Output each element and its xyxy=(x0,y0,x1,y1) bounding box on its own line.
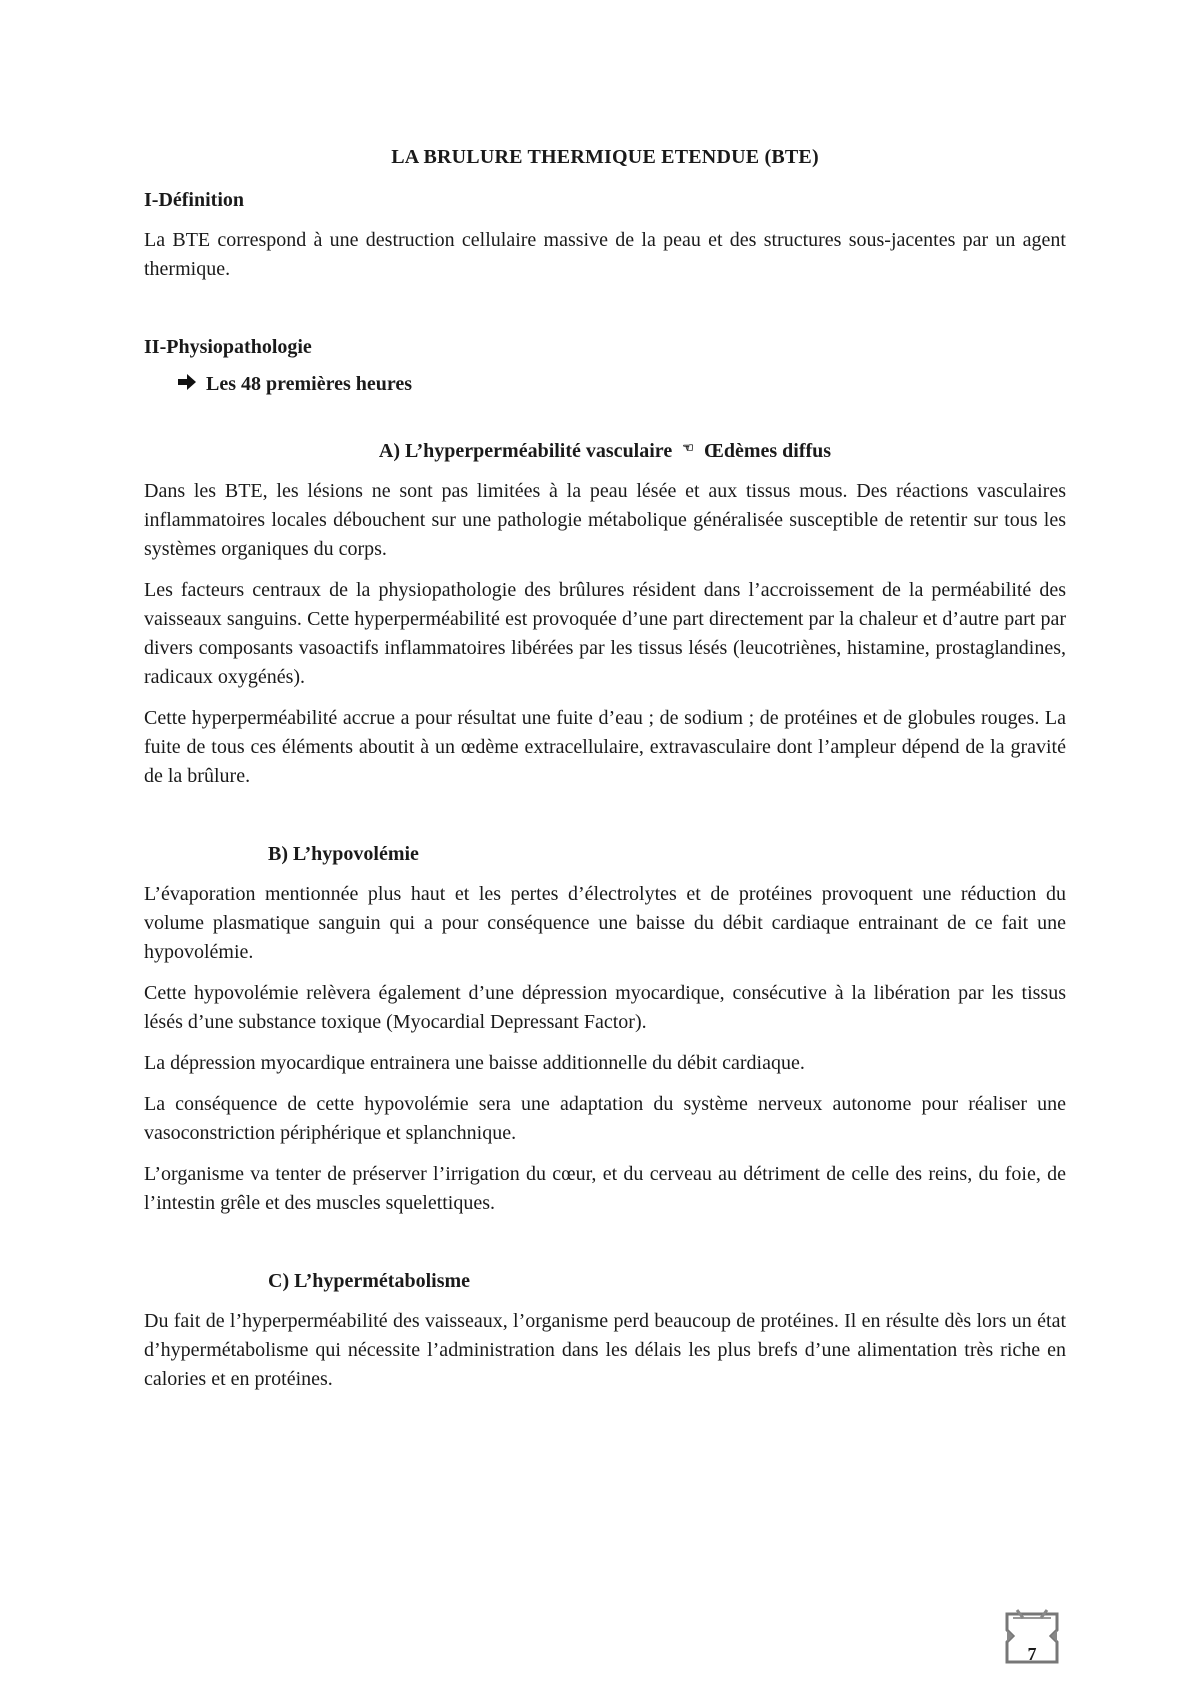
first-48-hours-label: Les 48 premières heures xyxy=(206,373,413,395)
page-number: 7 xyxy=(1027,1644,1037,1664)
subsection-a-title: A) L’hyperperméabilité vasculaire xyxy=(378,440,673,462)
subsection-b-paragraph-1: L’évaporation mentionnée plus haut et les pertes d’électrolytes et de protéines provoquent une réduction du volume plasmatique sanguin qui a pour conséquence une baisse du débit cardiaque entrainant de ce fait une hypovolémie. xyxy=(144,883,1066,963)
subsection-a-paragraph-1: Dans les BTE, les lésions ne sont pas limitées à la peau lésée et aux tissus mous. Des réactions vasculaires inflammatoires locales débouchent sur une pathologie métabolique généralisée susceptible de retentir sur tous les systèmes organiques du corps. xyxy=(144,480,1066,560)
subsection-c-paragraph-1: Du fait de l’hyperperméabilité des vaisseaux, l’organisme perd beaucoup de protéines. Il en résulte dès lors un état d’hypermétabolisme qui nécessite l’administration dans les délais les plus brefs d’une alimentation très riche en calories et en protéines. xyxy=(144,1310,1066,1390)
section-definition-heading: I-Définition xyxy=(144,189,244,211)
subsection-b-heading: B) L’hypovolémie xyxy=(268,843,419,865)
section-physiopathologie-heading: II-Physiopathologie xyxy=(144,336,312,358)
subsection-b-paragraph-2: Cette hypovolémie relèvera également d’une dépression myocardique, consécutive à la libération par les tissus lésés d’une substance toxique (Myocardial Depressant Factor). xyxy=(144,982,1066,1033)
definition-paragraph: La BTE correspond à une destruction cellulaire massive de la peau et des structures sous-jacentes par un agent thermique. xyxy=(144,229,1066,280)
first-48-hours-item xyxy=(178,373,1066,396)
subsection-b-paragraph-5: L’organisme va tenter de préserver l’irrigation du cœur, et du cerveau au détriment de celle des reins, du foie, de l’intestin grêle et des muscles squelettiques. xyxy=(144,1163,1066,1214)
subsection-a-result: Œdèmes diffus xyxy=(703,440,832,462)
subsection-a-paragraph-3: Cette hyperperméabilité accrue a pour résultat une fuite d’eau ; de sodium ; de protéines et de globules rouges. La fuite de tous ces éléments aboutit à un œdème extracellulaire, extravasculaire dont l’ampleur dépend de la gravité de la brûlure. xyxy=(144,707,1066,787)
arrow-right-icon xyxy=(178,373,196,396)
subsection-b-paragraph-4: La conséquence de cette hypovolémie sera une adaptation du système nerveux autonome pour réaliser une vasoconstriction périphérique et splanchnique. xyxy=(144,1093,1066,1144)
subsection-c-heading: C) L’hypermétabolisme xyxy=(268,1270,471,1292)
subsection-a-heading xyxy=(144,440,1066,463)
document-body xyxy=(144,138,1066,1406)
page-number-badge xyxy=(1003,1608,1061,1668)
subsection-b-paragraph-3: La dépression myocardique entrainera une baisse additionnelle du débit cardiaque. xyxy=(144,1052,805,1074)
hand-pointer-icon: ☜ xyxy=(682,440,694,455)
document-title: LA BRULURE THERMIQUE ETENDUE (BTE) xyxy=(391,146,819,168)
subsection-a-paragraph-2: Les facteurs centraux de la physiopathologie des brûlures résident dans l’accroissement de la perméabilité des vaisseaux sanguins. Cette hyperperméabilité est provoquée d’une part directement par la chaleur et d’autre part par divers composants vasoactifs inflammatoires libérées par les tissus lésés (leucotriènes, histamine, prostaglandines, radicaux oxygénés). xyxy=(144,579,1066,688)
